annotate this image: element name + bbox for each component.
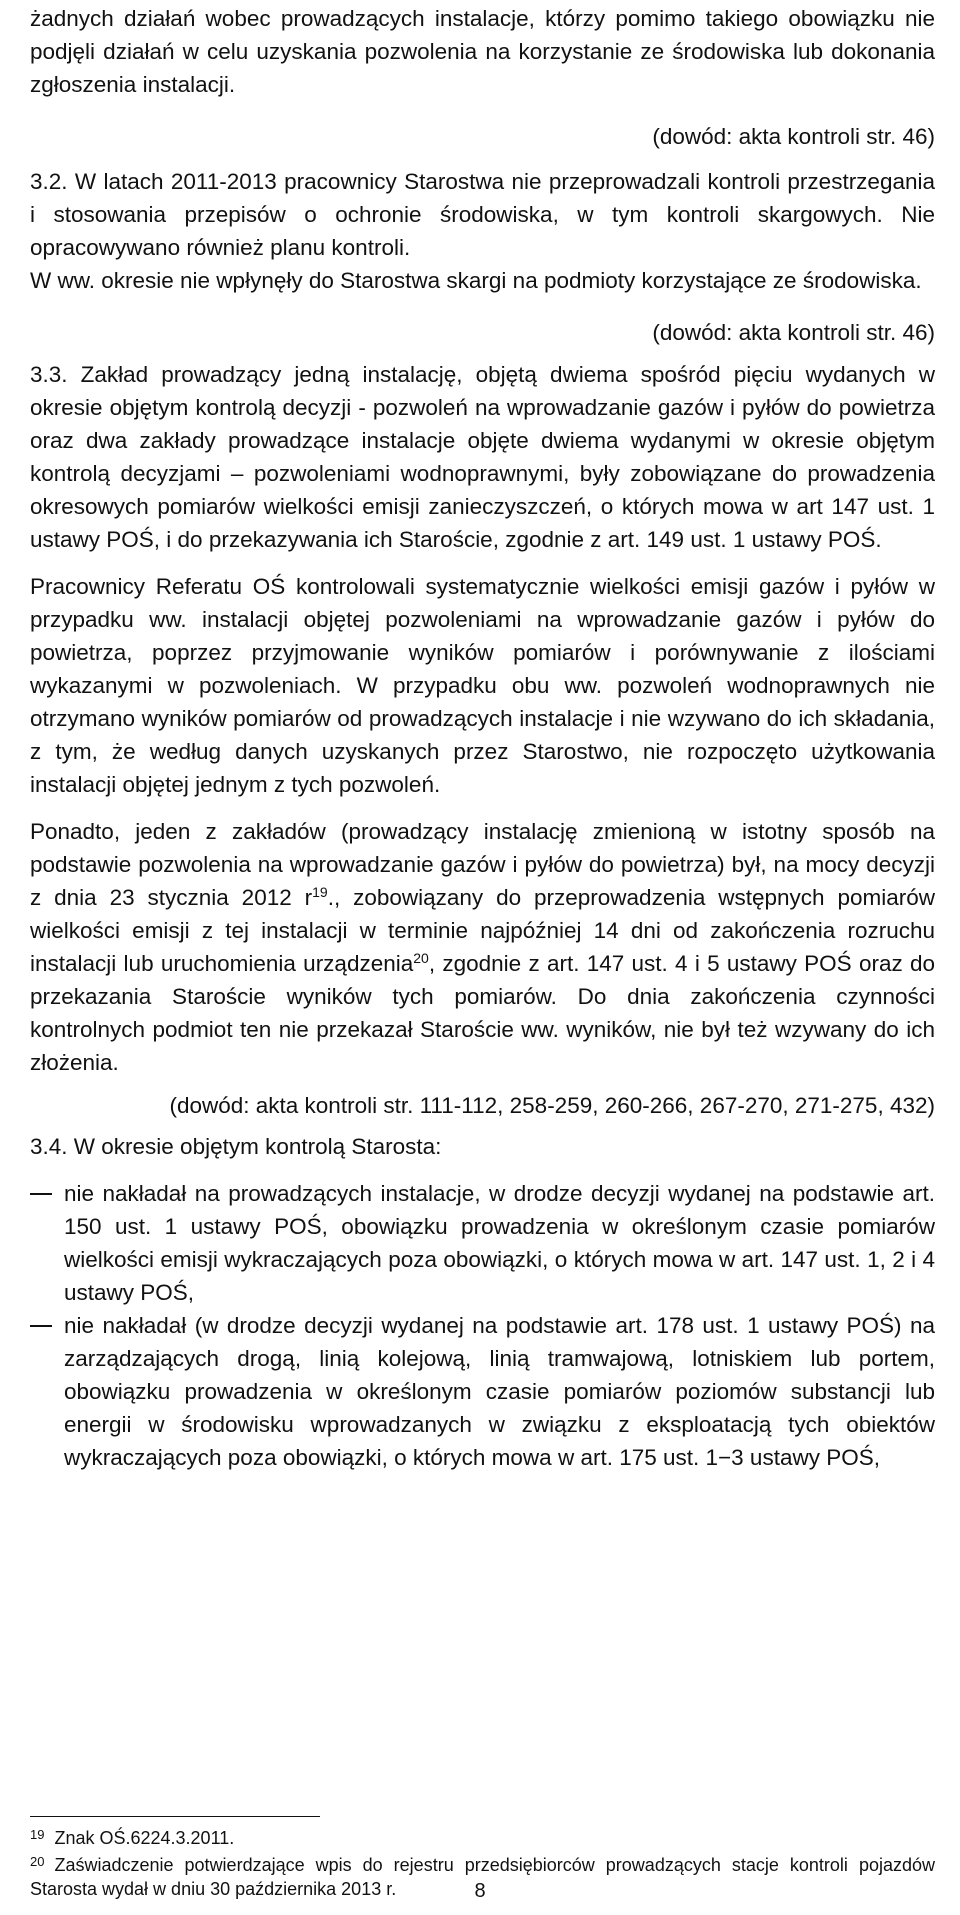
paragraph-ponadto (30, 815, 935, 1079)
paragraph-referat: Pracownicy Referatu OŚ kontrolowali systematycznie wielkości emisji gazów i pyłów w przypadku ww. instalacji objętej pozwoleniami na wprowadzanie gazów i pyłów do powietrza, poprzez przyjmowanie wyników pomiarów i porównywanie z ilościami wykazanymi w pozwoleniach. W przypadku obu ww. pozwoleń wodnoprawnych nie otrzymano wyników pomiarów od prowadzących instalacje i nie wzywano do ich składania, z tym, że według danych uzyskanych przez Starostwo, nie rozpoczęto użytkowania instalacji objętej jednym z tych pozwoleń. (30, 574, 935, 797)
ponadto-part-a: Ponadto, jeden z zakładów (prowadzący instalację zmienioną w istotny sposób na podstawie pozwolenia na wprowadzanie gazów i pyłów do powietrza) był, na mocy decyzji z dnia 23 stycznia 2012 r (30, 819, 935, 910)
list-item: nie nakładał na prowadzących instalacje, w drodze decyzji wydanej na podstawie art. 150 ust. 1 ustawy POŚ, obowiązku prowadzenia w określonym czasie pomiarów wielkości emisji wykraczających poza obowiązki, o których mowa w art. 147 ust. 1, 2 i 4 ustawy POŚ, (30, 1177, 935, 1309)
proof-citation-2: (dowód: akta kontroli str. 46) (652, 320, 935, 345)
section-3-2: 3.2. W latach 2011-2013 pracownicy Starostwa nie przeprowadzali kontroli przestrzegania i stosowania przepisów o ochronie środowiska, w tym kontroli skargowych. Nie opracowywano również planu kontroli. (30, 169, 935, 260)
footnote-ref-20: 20 (413, 950, 429, 966)
proof-citation-1: (dowód: akta kontroli str. 46) (652, 124, 935, 149)
section-3-4: 3.4. W okresie objętym kontrolą Starosta: (30, 1134, 442, 1159)
paragraph-intro: żadnych działań wobec prowadzących instalacje, którzy pomimo takiego obowiązku nie podjęli działań w celu uzyskania pozwolenia na korzystanie ze środowiska lub dokonania zgłoszenia instalacji. (30, 6, 935, 97)
footnote-number: 20 (30, 1854, 45, 1869)
dash-bullet-icon (30, 1193, 52, 1195)
document-body (30, 0, 935, 1474)
section-3-2-complaints: W ww. okresie nie wpłynęły do Starostwa skargi na podmioty korzystające ze środowiska. (30, 268, 922, 293)
list-item: nie nakładał (w drodze decyzji wydanej na podstawie art. 178 ust. 1 ustawy POŚ) na zarządzających drogą, linią kolejową, linią tramwajową, lotniskiem lub portem, obowiązku prowadzenia w określonym czasie pomiarów poziomów substancji lub energii w środowisku wprowadzanych w związku z eksploatacją tych obiektów wykraczających poza obowiązki, o których mowa w art. 175 ust. 1−3 ustawy POŚ, (30, 1309, 935, 1474)
ponadto-part-b: ., zobowiązany do przeprowadzenia wstępnych pomiarów wielkości emisji z tej instalacji w terminie najpóźniej 14 dni od zakończenia rozruchu instalacji lub uruchomienia urządzenia (30, 885, 935, 976)
dash-list (30, 1177, 935, 1474)
footnote-text: Zaświadczenie potwierdzające wpis do rejestru przedsiębiorców prowadzących stacje kontroli pojazdów Starosta wydał w dniu 30 października 2013 r. (30, 1855, 935, 1899)
footnote-ref-19: 19 (312, 884, 328, 900)
footnote-number: 19 (30, 1827, 45, 1842)
footnote-19 (30, 1823, 935, 1850)
proof-citation-3: (dowód: akta kontroli str. 111-112, 258-259, 260-266, 267-270, 271-275, 432) (169, 1093, 935, 1118)
dash-bullet-icon (30, 1325, 52, 1327)
page-number: 8 (474, 1880, 486, 1902)
footnote-separator (30, 1816, 320, 1817)
ponadto-part-c: , zgodnie z art. 147 ust. 4 i 5 ustawy POŚ oraz do przekazania Staroście wyników tych pomiarów. Do dnia zakończenia czynności kontrolnych podmiot ten nie przekazał Staroście ww. wyników, nie był też wzywany do ich złożenia. (30, 951, 936, 1075)
section-3-3: 3.3. Zakład prowadzący jedną instalację, objętą dwiema spośród pięciu wydanych w okresie objętym kontrolą decyzji - pozwoleń na wprowadzanie gazów i pyłów do powietrza oraz dwa zakłady prowadzące instalacje objęte dwiema wydanymi w okresie objętym kontrolą decyzjami – pozwoleniami wodnoprawnymi, były zobowiązane do prowadzenia okresowych pomiarów wielkości emisji zanieczyszczeń, o których mowa w art 147 ust. 1 ustawy POŚ, i do przekazywania ich Staroście, zgodnie z art. 149 ust. 1 ustawy POŚ. (30, 362, 935, 552)
footnote-text: Znak OŚ.6224.3.2011. (54, 1828, 235, 1848)
